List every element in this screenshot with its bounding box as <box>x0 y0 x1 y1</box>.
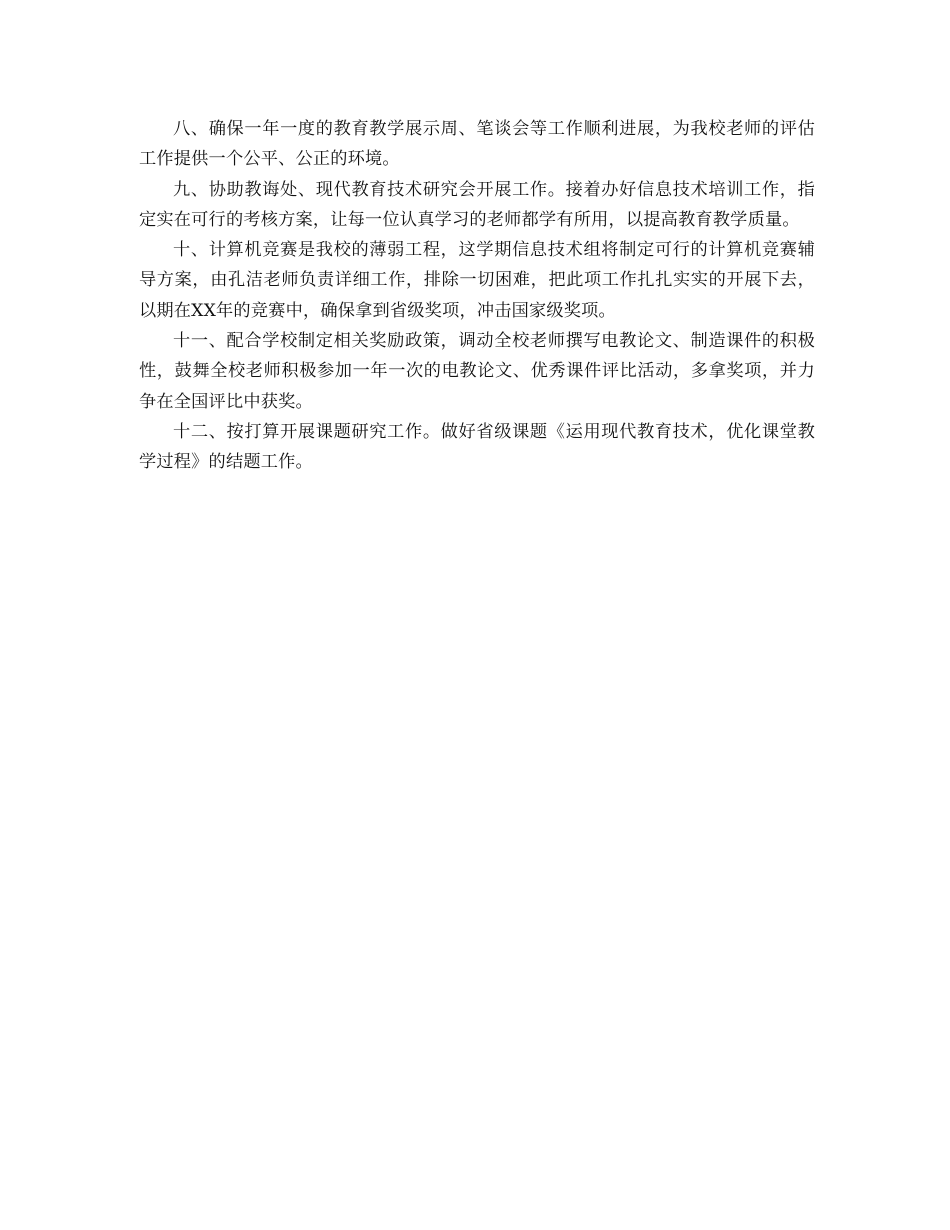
paragraph-item-9: 九、协助教诲处、现代教育技术研究会开展工作。接着办好信息技术培训工作，指定实在可行的考核方案，让每一位认真学习的老师都学有所用，以提高教育教学质量。 <box>139 179 815 230</box>
paragraph-item-8: 八、确保一年一度的教育教学展示周、笔谈会等工作顺利进展，为我校老师的评估工作提供一个公平、公正的环境。 <box>139 119 815 170</box>
paragraph-item-12: 十二、按打算开展课题研究工作。做好省级课题《运用现代教育技术，优化课堂教学过程》的结题工作。 <box>139 421 815 473</box>
paragraph-item-11: 十一、配合学校制定相关奖励政策，调动全校老师撰写电教论文、制造课件的积极性，鼓舞全校老师积极参加一年一次的电教论文、优秀课件评比活动，多拿奖项，并力争在全国评比中获奖。 <box>139 331 815 412</box>
paragraph-item-10: 十、计算机竞赛是我校的薄弱工程，这学期信息技术组将制定可行的计算机竞赛辅导方案，由孔洁老师负责详细工作，排除一切困难，把此项工作扎扎实实的开展下去，以期在XX年的竞赛中，确保拿到省级奖项，冲击国家级奖项。 <box>139 240 815 321</box>
document-body <box>139 114 815 478</box>
